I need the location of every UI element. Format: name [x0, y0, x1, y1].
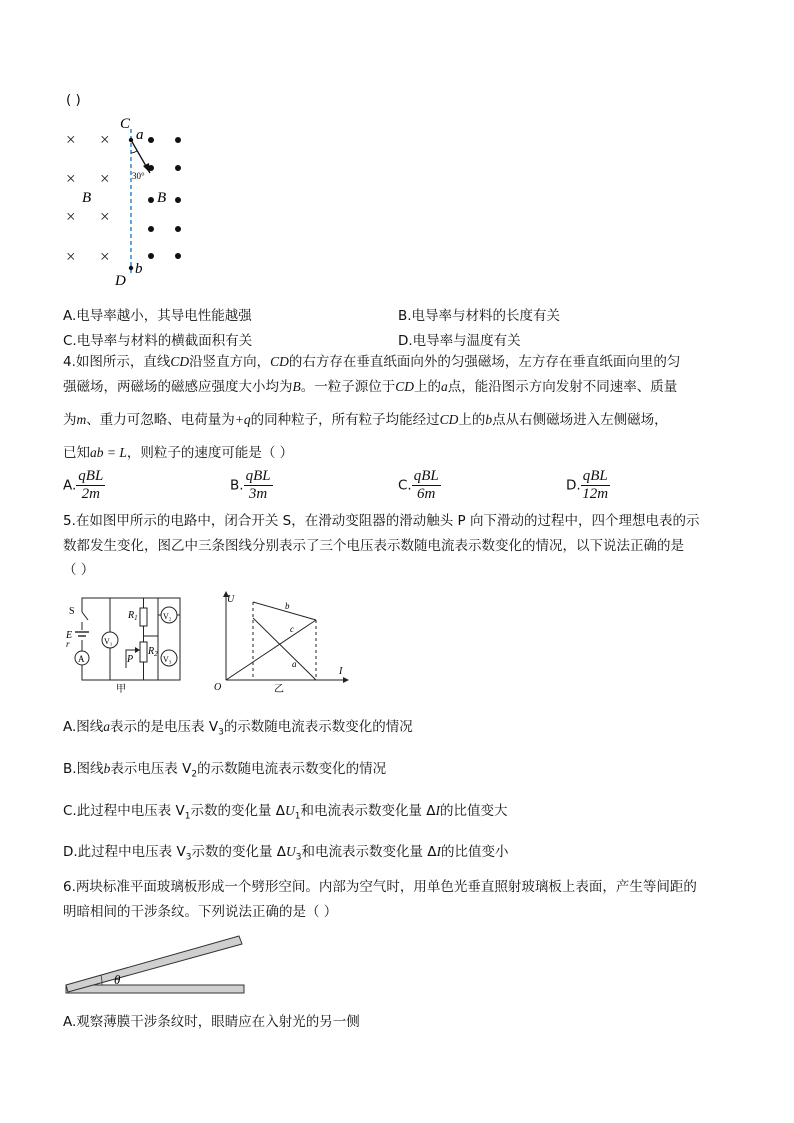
line-c — [226, 620, 316, 680]
dot-mark — [175, 165, 181, 171]
line-a-label: a — [292, 659, 297, 669]
q6-stem-line-1: 6.两块标准平面玻璃板形成一个劈形空间。内部为空气时，用单色光垂直照射玻璃板上表面，产生等间距的 — [63, 879, 697, 895]
q4-option-b: B. $\frac{\text{qBL}}{3m}$ — [230, 468, 271, 502]
voltmeter-v3-label: V₃ — [163, 655, 172, 664]
theta-label: θ — [114, 972, 121, 987]
q3-option-c: C.电导率与材料的横截面积有关 — [63, 333, 253, 349]
cross-mark: × — [66, 247, 76, 266]
q4-stem-line-4: 已知ab = L，则粒子的速度可能是（ ） — [63, 445, 294, 461]
voltmeter-v1-label: V₁ — [104, 637, 113, 646]
resistor-r1 — [140, 608, 147, 626]
q3-option-d: D.电导率与温度有关 — [398, 333, 521, 349]
dot-mark — [148, 197, 154, 203]
graph-caption: 乙 — [274, 684, 284, 695]
line-a — [253, 618, 316, 680]
dot-mark — [175, 197, 181, 203]
dot-mark — [175, 226, 181, 232]
voltmeter-v2-label: V₂ — [163, 612, 172, 621]
label-point-b: b — [135, 261, 143, 277]
r1-label: $R_1$ — [128, 610, 138, 622]
point-b — [129, 266, 133, 270]
dot-mark — [175, 137, 181, 143]
dot-mark — [148, 253, 154, 259]
q5-stem-line-1: 5.在如图甲所示的电路中，闭合开关 S，在滑动变阻器的滑动触头 P 向下滑动的过程中，四个理想电表的示 — [63, 513, 700, 529]
label-b-field-right: B — [157, 190, 167, 206]
cross-mark: × — [66, 169, 76, 188]
circuit-caption: 甲 — [116, 684, 126, 695]
internal-resistance-label: r — [66, 639, 70, 649]
i-axis-label: I — [339, 666, 343, 677]
origin-label: O — [214, 682, 222, 693]
line-b-label: b — [285, 601, 290, 611]
switch-label: S — [69, 606, 75, 617]
dot-mark — [148, 137, 154, 143]
q5-option-a: A.图线a表示的是电压表 $V_3$的示数随电流表示数变化的情况 — [63, 719, 413, 738]
slider-label: P — [127, 654, 134, 665]
circuit-diagram — [60, 590, 190, 698]
q5-option-d: D.此过程中电压表 $V_3$示数的变化量 $\Delta U_3$和电流表示数变化量 ΔI的比值变小 — [63, 844, 509, 863]
q5-stem-line-3: （ ） — [63, 562, 95, 578]
line-c-label: c — [290, 624, 294, 634]
q4-stem-line-2: 强磁场，两磁场的磁感应强度大小均为B。一粒子源位于CD上的a点，能沿图示方向发射不同速率、质量 — [63, 379, 678, 395]
q5-option-b: B.图线b表示电压表 $V_2$的示数随电流表示数变化的情况 — [63, 761, 387, 780]
emf-label: E — [66, 630, 73, 641]
cross-mark: × — [100, 207, 110, 226]
q6-option-a: A.观察薄膜干涉条纹时，眼睛应在入射光的另一侧 — [63, 1014, 360, 1030]
q4-option-d: D. $\frac{\text{qBL}}{12m}$ — [566, 468, 609, 502]
cross-mark: × — [100, 247, 110, 266]
magnetic-field-figure — [60, 115, 200, 290]
label-d: D — [115, 273, 126, 289]
dot-mark — [148, 226, 154, 232]
q3-option-a: A.电导率越小，其导电性能越强 — [63, 308, 252, 324]
q4-stem-line-3: 为m、重力可忽略、电荷量为+q的同种粒子，所有粒子均能经过CD上的b点从右侧磁场进入左侧磁场， — [63, 412, 668, 428]
cross-mark: × — [100, 169, 110, 188]
wedge-glass-figure — [62, 930, 252, 1000]
ammeter-label: A — [78, 654, 85, 664]
cross-mark: × — [66, 207, 76, 226]
q5-stem-line-2: 数都发生变化，图乙中三条图线分别表示了三个电压表示数随电流表示数变化的情况，以下说法正确的是 — [63, 538, 684, 554]
q5-option-c: C.此过程中电压表 $V_1$示数的变化量 $\Delta U_1$和电流表示数变化量 ΔI的比值变大 — [63, 803, 508, 822]
q4-stem-line-1: 4.如图所示，直线CD沿竖直方向，CD的右方存在垂直纸面向外的匀强磁场，左方存在垂直纸面向里的匀 — [63, 354, 681, 370]
angle-label: 30° — [132, 171, 145, 181]
q4-option-c: C. $\frac{\text{qBL}}{6m}$ — [398, 468, 439, 502]
q3-option-b: B.电导率与材料的长度有关 — [398, 308, 561, 324]
ui-graph — [208, 588, 358, 698]
label-c: C — [120, 116, 131, 132]
angle-arc — [131, 151, 137, 153]
q3-answer-paren: ( ) — [66, 92, 81, 108]
label-b-field-left: B — [82, 190, 92, 206]
top-glass-plate — [66, 936, 242, 992]
label-a: a — [136, 127, 144, 143]
resistor-r2 — [140, 642, 147, 662]
dot-mark — [175, 253, 181, 259]
q6-stem-line-2: 明暗相间的干涉条纹。下列说法正确的是（ ） — [63, 904, 338, 920]
r2-label: $R_2$ — [148, 646, 158, 658]
q4-option-a: A. $\frac{\text{qBL}}{2m}$ — [63, 468, 104, 502]
cross-mark: × — [66, 130, 76, 149]
cross-mark: × — [100, 130, 110, 149]
bottom-glass-plate — [66, 985, 244, 993]
u-axis-label: U — [227, 594, 235, 605]
